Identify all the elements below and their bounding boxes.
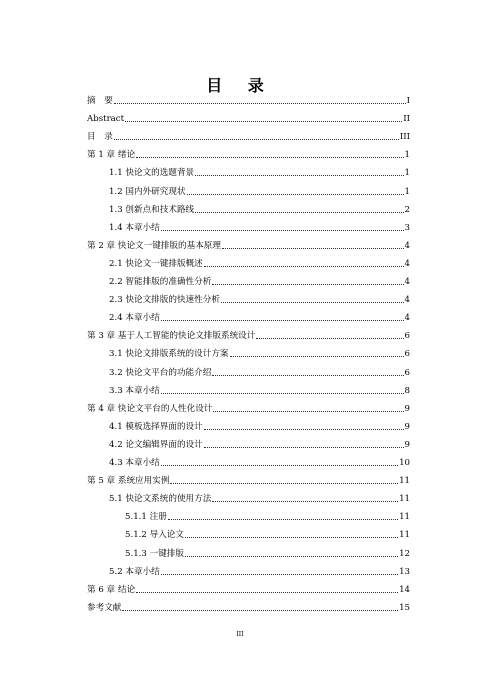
dot-leader xyxy=(161,393,404,394)
toc-entry-label: 2.2 智能排版的准确性分析 xyxy=(109,277,212,287)
toc-entry[interactable] xyxy=(87,563,410,577)
toc-entry-page: II xyxy=(403,114,410,125)
toc-entry-page: 1 xyxy=(404,150,410,161)
toc-entry[interactable] xyxy=(87,219,410,233)
dot-leader xyxy=(221,302,404,303)
toc-entry[interactable] xyxy=(87,472,410,486)
toc-entry[interactable] xyxy=(87,237,410,251)
toc-entry-label: 目 录 xyxy=(87,132,113,143)
dot-leader xyxy=(213,411,403,412)
toc-entry-label: 4.3 本章小结 xyxy=(109,458,160,468)
toc-entry-label: 2.1 快论文一键排版概述 xyxy=(109,258,203,269)
dot-leader xyxy=(212,501,398,502)
dot-leader xyxy=(212,375,403,376)
toc-entry[interactable] xyxy=(87,110,410,124)
toc-entry[interactable] xyxy=(87,526,410,540)
dot-leader xyxy=(204,429,404,430)
toc-entry-page: 11 xyxy=(399,476,410,487)
toc-entry-page: 11 xyxy=(399,512,410,523)
toc-entry-page: 8 xyxy=(404,385,410,396)
dot-leader xyxy=(230,356,404,357)
toc-entry[interactable] xyxy=(87,164,410,178)
page-number: III xyxy=(236,631,244,638)
toc-entry-page: III xyxy=(399,132,410,143)
dot-leader xyxy=(204,266,404,267)
dot-leader xyxy=(161,320,404,321)
toc-entry-label: Abstract xyxy=(87,114,125,125)
toc-entry[interactable] xyxy=(87,146,410,160)
toc-entry-label: 第 1 章 绪论 xyxy=(87,150,136,161)
toc-entry-label: 3.3 本章小结 xyxy=(109,385,160,396)
toc-entry-label: 5.1.1 注册 xyxy=(125,512,167,523)
toc-title: 目 录 xyxy=(206,76,274,95)
toc-entry-page: 4 xyxy=(404,295,410,306)
toc-entry[interactable] xyxy=(87,599,410,613)
dot-leader xyxy=(185,556,398,557)
toc-entry-label: 1.1 快论文的选题背景 xyxy=(109,168,195,179)
toc-entry-label: 第 3 章 基于人工智能的快论文排版系统设计 xyxy=(87,331,256,342)
dot-leader xyxy=(168,519,398,520)
toc-entry-page: 3 xyxy=(404,222,410,233)
toc-entry-page: 9 xyxy=(404,403,410,414)
toc-entry-page: 9 xyxy=(404,439,410,450)
toc-entry-page: 10 xyxy=(399,458,410,468)
dot-leader xyxy=(161,465,398,466)
dot-leader xyxy=(161,574,398,575)
toc-entry[interactable] xyxy=(87,382,410,396)
toc-entry-page: 4 xyxy=(404,277,410,287)
toc-entry-page: 9 xyxy=(404,421,410,432)
dot-leader xyxy=(136,157,403,158)
dot-leader xyxy=(122,610,398,611)
toc-entry[interactable] xyxy=(87,255,410,269)
toc-entry-label: 4.2 论文编辑界面的设计 xyxy=(109,439,203,450)
toc-entry-label: 2.4 本章小结 xyxy=(109,313,160,324)
toc-entry-page: 13 xyxy=(399,566,410,577)
toc-entry-label: 2.3 快论文排版的快速性分析 xyxy=(109,295,220,306)
toc-entry-page: 4 xyxy=(404,258,410,269)
toc-entry[interactable] xyxy=(87,183,410,197)
toc-entry[interactable] xyxy=(87,345,410,359)
toc-entry[interactable] xyxy=(87,273,410,287)
dot-leader xyxy=(125,121,402,122)
toc-entry[interactable] xyxy=(87,291,410,305)
toc-entry[interactable] xyxy=(87,92,410,106)
toc-entry-label: 1.3 创新点和技术路线 xyxy=(109,204,195,215)
toc-entry-label: 5.1 快论文系统的使用方法 xyxy=(109,494,212,505)
toc-entry[interactable] xyxy=(87,201,410,215)
toc-entry-label: 3.1 快论文排版系统的设计方案 xyxy=(109,349,229,360)
toc-entry-page: 12 xyxy=(399,548,410,559)
toc-entry-page: 6 xyxy=(404,331,410,342)
toc-entry[interactable] xyxy=(87,508,410,522)
toc-entry[interactable] xyxy=(87,454,410,468)
toc-entry[interactable] xyxy=(87,490,410,504)
toc-entry-label: 第 4 章 快论文平台的人性化设计 xyxy=(87,403,213,414)
toc-entry-page: 11 xyxy=(399,530,410,541)
toc-entry-page: 4 xyxy=(404,240,410,251)
toc-entry-page: 2 xyxy=(404,204,410,215)
toc-entry-label: 4.1 模板选择界面的设计 xyxy=(109,421,203,432)
dot-leader xyxy=(136,592,398,593)
toc-entry-page: 14 xyxy=(399,584,410,595)
toc-entry[interactable] xyxy=(87,400,410,414)
toc-entry-label: 1.2 国内外研究现状 xyxy=(109,186,186,197)
toc-entry-page: 11 xyxy=(399,494,410,505)
toc-entry-label: 第 2 章 快论文一键排版的基本原理 xyxy=(87,240,221,251)
toc-entry[interactable] xyxy=(87,309,410,323)
toc-entry-page: 6 xyxy=(404,349,410,360)
toc-entry-page: 4 xyxy=(404,313,410,324)
dot-leader xyxy=(185,537,398,538)
toc-entry-page: 6 xyxy=(404,367,410,378)
dot-leader xyxy=(222,248,404,249)
dot-leader xyxy=(204,447,404,448)
dot-leader xyxy=(212,284,403,285)
toc-entry-label: 摘 要 xyxy=(87,96,113,106)
toc-entry-page: 1 xyxy=(404,168,410,179)
toc-entry[interactable] xyxy=(87,545,410,559)
toc-entry[interactable] xyxy=(87,128,410,142)
toc-entry-label: 5.2 本章小结 xyxy=(109,566,160,577)
toc-entry[interactable] xyxy=(87,327,410,341)
toc-entry-label: 1.4 本章小结 xyxy=(109,222,160,233)
toc-entry-label: 5.1.2 导入论文 xyxy=(125,530,184,541)
toc-entry-label: 第 5 章 系统应用实例 xyxy=(87,476,170,487)
toc-entry-label: 3.2 快论文平台的功能介绍 xyxy=(109,367,212,378)
toc-entry-page: I xyxy=(406,96,410,106)
dot-leader xyxy=(161,230,404,231)
dot-leader xyxy=(114,139,399,140)
toc-entry[interactable] xyxy=(87,581,410,595)
toc-entry-page: 15 xyxy=(399,602,410,613)
dot-leader xyxy=(195,175,403,176)
dot-leader xyxy=(114,103,406,104)
dot-leader xyxy=(170,483,398,484)
toc-entry-page: 1 xyxy=(404,186,410,197)
toc-entry[interactable] xyxy=(87,436,410,450)
toc-entry-label: 第 6 章 结论 xyxy=(87,584,136,595)
dot-leader xyxy=(187,194,404,195)
toc-entry[interactable] xyxy=(87,364,410,378)
toc-entry-label: 参考文献 xyxy=(87,602,122,613)
dot-leader xyxy=(256,338,403,339)
toc-entry[interactable] xyxy=(87,418,410,432)
toc-entry-label: 5.1.3 一键排版 xyxy=(125,548,184,559)
dot-leader xyxy=(195,212,403,213)
